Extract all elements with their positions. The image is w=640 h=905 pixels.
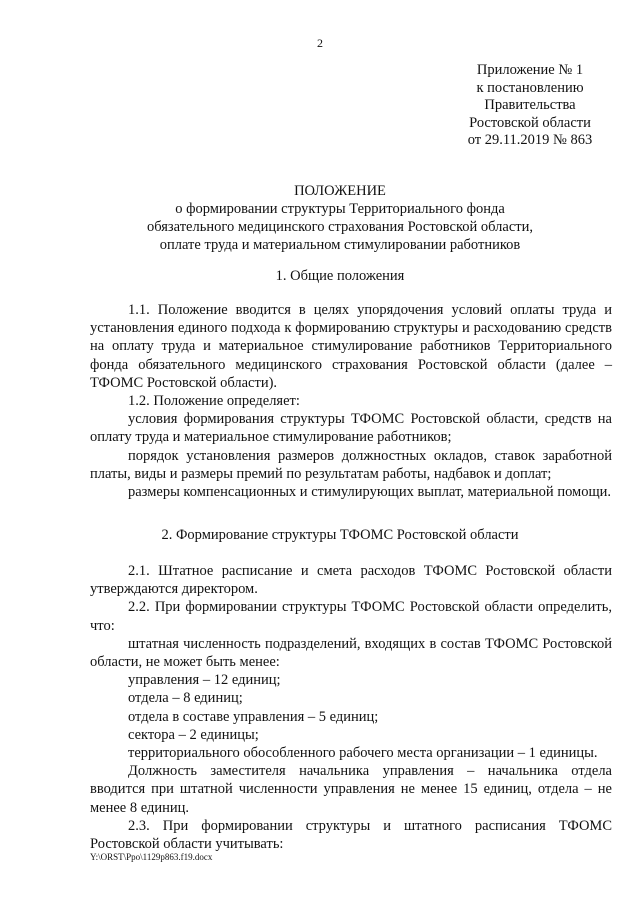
section-2-heading: 2. Формирование структуры ТФОМС Ростовской области <box>161 527 519 543</box>
title-line: оплате труда и материальном стимулировании работников <box>159 237 521 253</box>
paragraph: 2.3. При формировании структуры и штатного расписания ТФОМС Ростовской области учитывать: <box>90 817 612 853</box>
paragraph: 1.2. Положение определяет: <box>128 393 300 410</box>
paragraph: Должность заместителя начальника управления – начальника отдела вводится при штатной численности управления не менее 15 единиц, отдела – не менее 8 единиц. <box>90 763 612 816</box>
paragraph: управления – 12 единиц; <box>128 672 281 689</box>
section-2-body <box>90 562 612 853</box>
paragraph: размеры компенсационных и стимулирующих выплат, материальной помощи. <box>128 484 612 501</box>
title-line: ПОЛОЖЕНИЕ <box>294 183 386 199</box>
section-1-body <box>90 301 612 501</box>
file-path-footer: Y:\ORST\Ppo\1129p863.f19.docx <box>90 852 213 862</box>
appendix-line: от 29.11.2019 № 863 <box>467 132 593 148</box>
paragraph: 2.2. При формировании структуры ТФОМС Ростовской области определить, что: <box>90 599 612 634</box>
paragraph: сектора – 2 единицы; <box>128 726 259 743</box>
paragraph: территориального обособленного рабочего места организации – 1 единицы. <box>128 745 598 762</box>
title-line: обязательного медицинского страхования Ростовской области, <box>147 219 533 235</box>
paragraph: 2.1. Штатное расписание и смета расходов ТФОМС Ростовской области утверждаются директором. <box>90 563 612 598</box>
paragraph: штатная численность подразделений, входящих в состав ТФОМС Ростовской области, не может быть менее: <box>90 635 612 671</box>
section-1-heading: 1. Общие положения <box>275 268 405 284</box>
page-number: 2 <box>317 36 323 50</box>
appendix-line: Правительства <box>484 97 576 113</box>
document-title <box>60 182 620 254</box>
paragraph: условия формирования структуры ТФОМС Ростовской области, средств на оплату труда и материальное стимулирование работников; <box>90 411 612 446</box>
appendix-line: Приложение № 1 <box>476 62 584 78</box>
paragraph: 1.1. Положение вводится в целях упорядочения условий оплаты труда и установления единого подхода к формированию структуры и расходованию средств на оплату труда и материальное стимулирование работников Территориального фонда обязательного медицинского страхования Ростовской области (далее – ТФОМС Ростовской области). <box>90 302 612 391</box>
paragraph: порядок установления размеров должностных окладов, ставок заработной платы, виды и размеры премий по результатам работы, надбавок и доплат; <box>90 447 612 482</box>
paragraph: отдела в составе управления – 5 единиц; <box>128 708 379 725</box>
appendix-line: к постановлению <box>476 79 584 96</box>
appendix-line: Ростовской области <box>469 114 591 131</box>
appendix-block <box>430 62 630 150</box>
paragraph: отдела – 8 единиц; <box>128 690 243 707</box>
title-line: о формировании структуры Территориального фонда <box>175 201 505 217</box>
